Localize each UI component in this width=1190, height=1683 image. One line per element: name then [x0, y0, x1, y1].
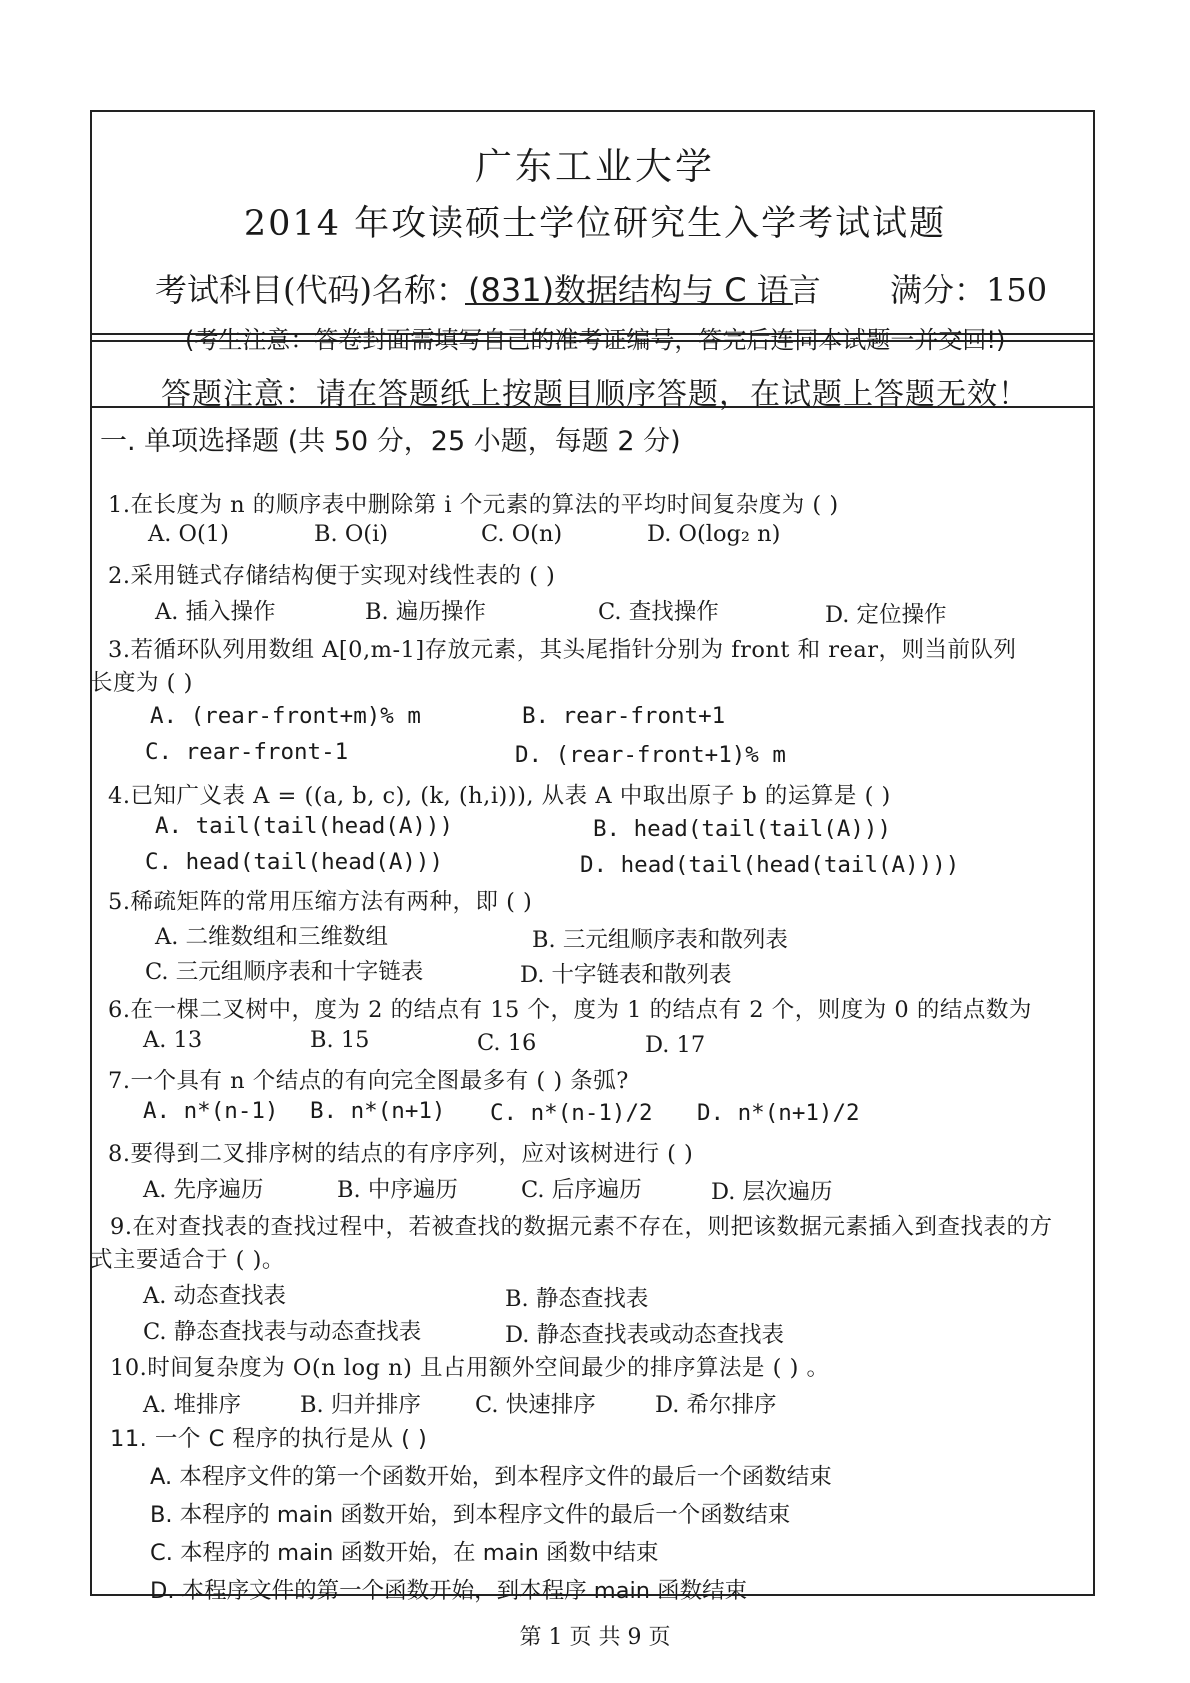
question-5: 5.稀疏矩阵的常用压缩方法有两种，即 ( )	[108, 889, 533, 915]
q6-option-b: B. 15	[310, 1027, 370, 1053]
q1-option-c: C. O(n)	[481, 521, 563, 547]
q4-option-a: A. tail(tail(head(A)))	[155, 813, 454, 839]
question-9: 9.在对查找表的查找过程中，若被查找的数据元素不存在，则把该数据元素插入到查找表的方	[110, 1214, 1053, 1240]
q2-option-a: A. 插入操作	[155, 599, 276, 625]
q6-option-d: D. 17	[645, 1032, 706, 1058]
q5-option-c: C. 三元组顺序表和十字链表	[145, 959, 424, 985]
subject-name: (831)数据结构与 C 语言	[468, 271, 821, 309]
q11-option-d: D. 本程序文件的第一个函数开始，到本程序 main 函数结束	[150, 1578, 748, 1604]
q3-option-a: A. (rear-front+m)% m	[150, 703, 421, 729]
q8-option-b: B. 中序遍历	[337, 1177, 458, 1203]
q1-option-b: B. O(i)	[314, 521, 389, 547]
university-name: 广东工业大学	[475, 145, 715, 188]
q7-option-c: C. n*(n-1)/2	[490, 1100, 653, 1126]
question-3: 3.若循环队列用数组 A[0,m-1]存放元素，其头尾指针分别为 front 和 rear，则当前队列	[108, 637, 1017, 663]
q9-option-a: A. 动态查找表	[143, 1283, 287, 1309]
q9-option-c: C. 静态查找表与动态查找表	[143, 1319, 422, 1345]
subject-label: 考试科目(代码)名称：	[155, 271, 468, 309]
q11-option-a: A. 本程序文件的第一个函数开始，到本程序文件的最后一个函数结束	[150, 1464, 832, 1490]
q6-option-a: A. 13	[143, 1027, 203, 1053]
q4-option-c: C. head(tail(head(A)))	[145, 849, 444, 875]
q8-option-a: A. 先序遍历	[143, 1177, 264, 1203]
question-7: 7.一个具有 n 个结点的有向完全图最多有 ( ) 条弧?	[108, 1068, 629, 1094]
q11-option-b: B. 本程序的 main 函数开始，到本程序文件的最后一个函数结束	[150, 1502, 791, 1528]
question-11: 11. 一个 C 程序的执行是从 ( )	[110, 1426, 428, 1452]
q7-option-b: B. n*(n+1)	[310, 1098, 446, 1124]
q8-option-d: D. 层次遍历	[711, 1179, 833, 1205]
q3-option-d: D. (rear-front+1)% m	[515, 742, 786, 768]
q3-option-b: B. rear-front+1	[522, 703, 726, 729]
q2-option-c: C. 查找操作	[598, 599, 719, 625]
question-10: 10.时间复杂度为 O(n log n) 且占用额外空间最少的排序算法是 ( ) 。	[110, 1355, 830, 1381]
full-score: 满分：150	[890, 271, 1048, 309]
q1-option-d: D. O(log₂ n)	[647, 521, 781, 547]
q8-option-c: C. 后序遍历	[521, 1177, 642, 1203]
question-4: 4.已知广义表 A = ((a, b, c), (k, (h,i))), 从表 A 中取出原子 b 的运算是 ( )	[108, 783, 891, 809]
q10-option-a: A. 堆排序	[143, 1392, 242, 1418]
q2-option-d: D. 定位操作	[825, 602, 947, 628]
question-2: 2.采用链式存储结构便于实现对线性表的 ( )	[108, 563, 556, 589]
answer-notice: 答题注意：请在答题纸上按题目顺序答题，在试题上答题无效！	[161, 377, 1029, 412]
question-1: 1.在长度为 n 的顺序表中删除第 i 个元素的算法的平均时间复杂度为 ( )	[108, 492, 839, 518]
subject-underline	[465, 303, 793, 305]
exam-title: 2014 年攻读硕士学位研究生入学考试试题	[243, 204, 947, 244]
q2-option-b: B. 遍历操作	[365, 599, 486, 625]
q10-option-d: D. 希尔排序	[655, 1392, 777, 1418]
question-8: 8.要得到二叉排序树的结点的有序序列，应对该树进行 ( )	[108, 1141, 694, 1167]
q1-option-a: A. O(1)	[148, 521, 229, 547]
q4-option-b: B. head(tail(tail(A)))	[593, 816, 892, 842]
candidate-notice: (考生注意：答卷封面需填写自己的准考证编号，答完后连同本试题一并交回!)	[185, 326, 1006, 354]
question-3-cont: 长度为 ( )	[90, 670, 193, 696]
q9-option-b: B. 静态查找表	[505, 1286, 649, 1312]
q10-option-c: C. 快速排序	[475, 1392, 596, 1418]
q10-option-b: B. 归并排序	[300, 1392, 421, 1418]
page-number: 第 1 页 共 9 页	[519, 1625, 671, 1650]
q11-option-c: C. 本程序的 main 函数开始，在 main 函数中结束	[150, 1540, 659, 1566]
q6-option-c: C. 16	[477, 1030, 537, 1056]
q5-option-a: A. 二维数组和三维数组	[155, 924, 389, 950]
q5-option-d: D. 十字链表和散列表	[520, 962, 732, 988]
q3-option-c: C. rear-front-1	[145, 739, 349, 765]
q7-option-d: D. n*(n+1)/2	[697, 1100, 860, 1126]
section-title: 一. 单项选择题 (共 50 分，25 小题，每题 2 分)	[100, 426, 681, 457]
q9-option-d: D. 静态查找表或动态查找表	[505, 1322, 785, 1348]
q4-option-d: D. head(tail(head(tail(A))))	[580, 852, 960, 878]
q7-option-a: A. n*(n-1)	[143, 1098, 279, 1124]
question-9-cont: 式主要适合于 ( )。	[90, 1247, 285, 1273]
question-6: 6.在一棵二叉树中，度为 2 的结点有 15 个，度为 1 的结点有 2 个，则度为 0 的结点数为	[108, 997, 1032, 1023]
q5-option-b: B. 三元组顺序表和散列表	[532, 927, 788, 953]
